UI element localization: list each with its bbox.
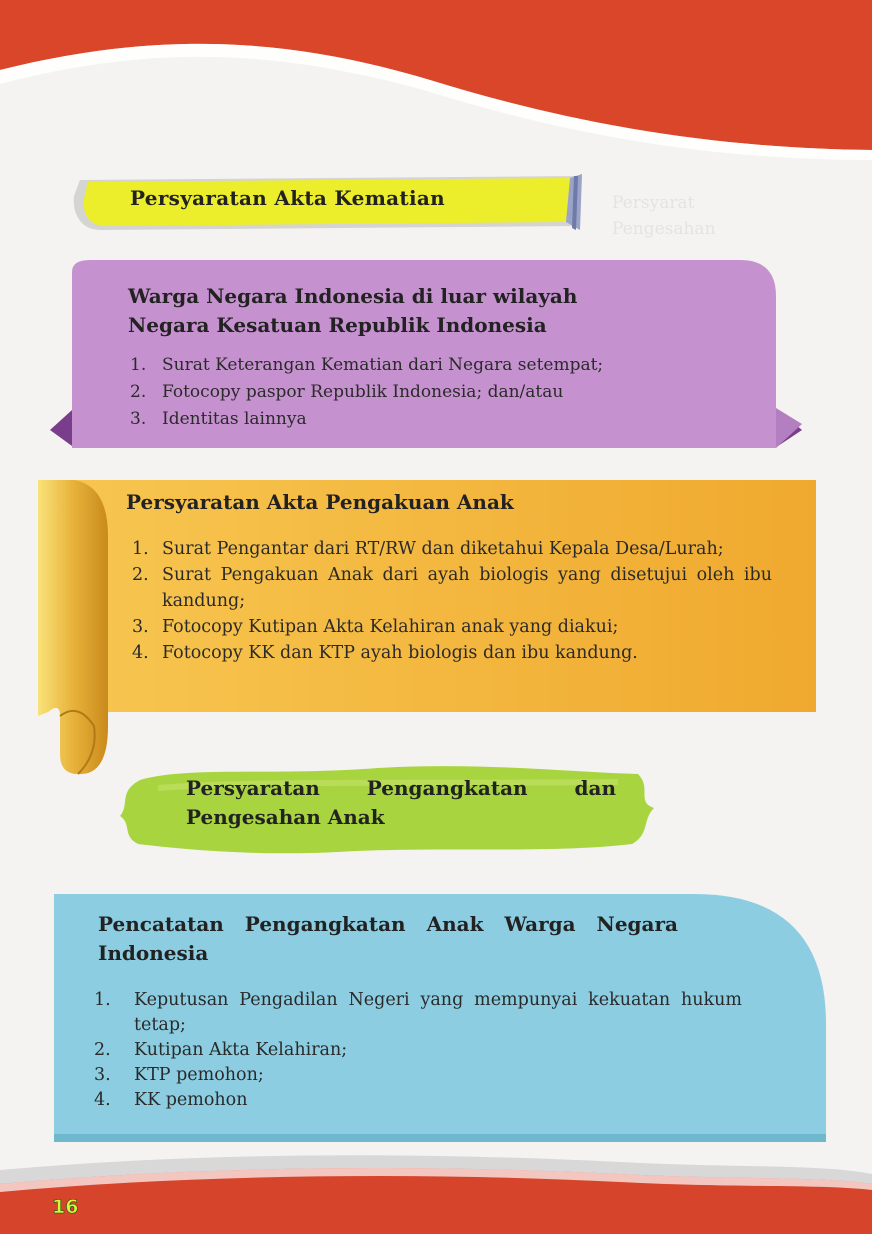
item-number: 3. [132, 617, 149, 637]
list-item [130, 379, 603, 406]
pencatatan-pengangkatan-box [54, 894, 826, 1142]
heading-line: Warga Negara Indonesia di luar wilayah [128, 284, 578, 308]
pengakuan-requirements-list [132, 536, 772, 666]
item-text: Identitas lainnya [162, 409, 307, 429]
item-text: Kutipan Akta Kelahiran; [134, 1040, 348, 1060]
item-text: KTP pemohon; [134, 1065, 264, 1085]
kematian-requirements-list [130, 352, 603, 433]
list-item [132, 614, 772, 640]
item-text: Fotocopy paspor Republik Indonesia; dan/atau [162, 382, 564, 402]
pengakuan-anak-box [38, 476, 818, 776]
background-ghost-text [612, 190, 716, 242]
item-text: Surat Pengakuan Anak dari ayah biologis yang disetujui oleh ibu kandung; [162, 565, 772, 611]
page-number: 16 [52, 1196, 79, 1218]
item-text: Fotocopy KK dan KTP ayah biologis dan ibu kandung. [162, 643, 638, 663]
kematian-title-banner [70, 172, 590, 234]
top-wave-decoration [0, 0, 872, 170]
list-item [132, 640, 772, 666]
list-item [132, 562, 772, 614]
list-item [130, 406, 603, 433]
list-item [94, 1063, 742, 1088]
pengangkatan-title-banner [118, 758, 658, 860]
item-text: Surat Pengantar dari RT/RW dan diketahui Kepala Desa/Lurah; [162, 539, 724, 559]
heading-line: Negara Kesatuan Republik Indonesia [128, 313, 547, 337]
kematian-subsection-heading [128, 282, 577, 340]
item-text: Surat Keterangan Kematian dari Negara setempat; [162, 355, 604, 375]
item-number: 2. [130, 382, 147, 402]
item-number: 3. [94, 1065, 111, 1085]
item-number: 2. [94, 1040, 111, 1060]
pengakuan-anak-title: Persyaratan Akta Pengakuan Anak [126, 490, 514, 514]
list-item [132, 536, 772, 562]
list-item [94, 988, 742, 1038]
pencatatan-heading: Pencatatan Pengangkatan Anak Warga Negara Indonesia [98, 912, 678, 965]
pengangkatan-title: Persyaratan Pengangkatan dan Pengesahan Anak [186, 776, 616, 829]
ghost-text-line: Persyarat [612, 193, 695, 213]
item-text: Fotocopy Kutipan Akta Kelahiran anak yang diakui; [162, 617, 619, 637]
list-item [94, 1038, 742, 1063]
item-number: 3. [130, 409, 147, 429]
item-number: 4. [94, 1090, 111, 1110]
list-item [94, 1088, 742, 1113]
item-number: 2. [132, 565, 149, 585]
item-number: 1. [130, 355, 147, 375]
kematian-title: Persyaratan Akta Kematian [130, 186, 445, 210]
ghost-text-line: Pengesahan [612, 219, 716, 239]
item-number: 1. [94, 990, 111, 1010]
item-text: Keputusan Pengadilan Negeri yang mempunyai kekuatan hukum tetap; [134, 990, 742, 1035]
item-number: 4. [132, 643, 149, 663]
bottom-wave-decoration [0, 1144, 872, 1234]
list-item [130, 352, 603, 379]
item-text: KK pemohon [134, 1090, 248, 1110]
kematian-wni-luar-negeri-box [50, 258, 802, 454]
item-number: 1. [132, 539, 149, 559]
pencatatan-requirements-list [94, 988, 742, 1113]
